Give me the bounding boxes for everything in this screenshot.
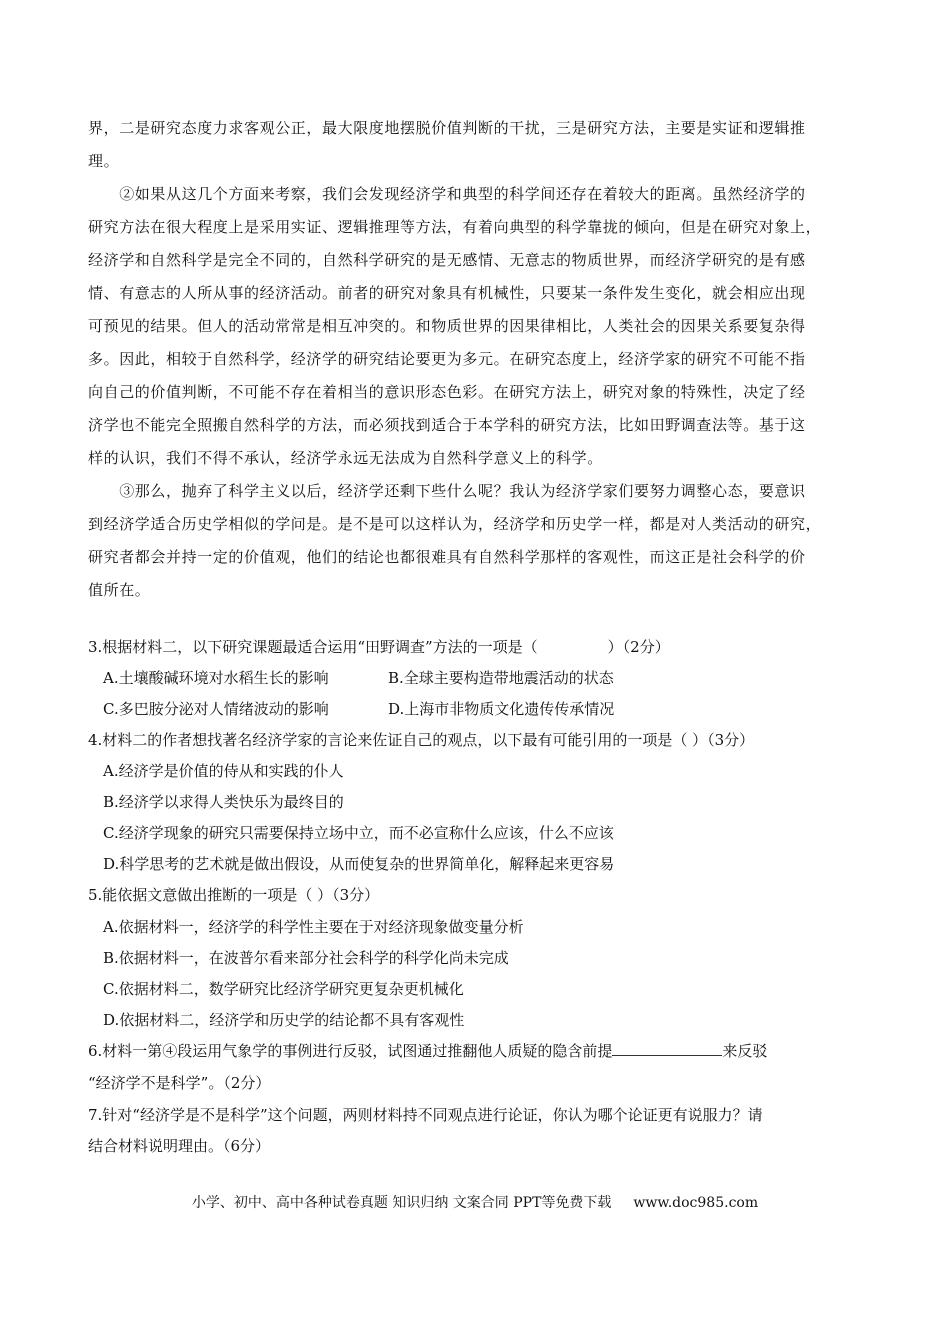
question-6-stem — [88, 1041, 767, 1061]
passage-line: 值所在。 — [88, 581, 151, 599]
question-3-option-b: B.全球主要构造带地震活动的状态 — [388, 669, 614, 687]
question-4-option-a: A.经济学是价值的侍从和实践的仆人 — [103, 762, 344, 780]
passage-line: 经济学和自然科学是完全不同的，自然科学研究的是无感情、无意志的物质世界，而经济学研究的是有感 — [88, 251, 806, 269]
question-3-option-c: C.多巴胺分泌对人情绪波动的影响 — [103, 700, 329, 718]
question-3-score: ）（2分） — [607, 638, 670, 656]
passage-line: 研究者都会并持一定的价值观，他们的结论也都很难具有自然科学那样的客观性，而这正是社会科学的价 — [88, 548, 806, 566]
passage-line: 可预见的结果。但人的活动常常是相互冲突的。和物质世界的因果律相比，人类社会的因果关系要复杂得 — [88, 317, 806, 335]
passage-line: 多。因此，相较于自然科学，经济学的研究结论要更为多元。在研究态度上，经济学家的研究不可能不指 — [88, 350, 806, 368]
question-3-option-d: D.上海市非物质文化遗传传承情况 — [388, 700, 615, 718]
question-7-stem: 7.针对“经济学是不是科学”这个问题，两则材料持不同观点进行论证，你认为哪个论证更有说服力？请 — [88, 1106, 763, 1124]
answer-blank[interactable] — [612, 1041, 722, 1056]
question-4-option-b: B.经济学以求得人类快乐为最终目的 — [103, 793, 344, 811]
question-5-option-c: C.依据材料二，数学研究比经济学研究更复杂更机械化 — [103, 980, 464, 998]
question-3-option-a: A.土壤酸碱环境对水稻生长的影响 — [103, 669, 329, 687]
question-5-option-d: D.依据材料二，经济学和历史学的结论都不具有客观性 — [103, 1011, 465, 1029]
passage-line: 界，二是研究态度力求客观公正，最大限度地摆脱价值判断的干扰，三是研究方法，主要是实证和逻辑推 — [88, 119, 806, 137]
question-3-stem-text: 3.根据材料二，以下研究课题最适合运用“田野调查”方法的一项是（ — [88, 638, 538, 656]
passage-line: 研究方法在很大程度上是采用实证、逻辑推理等方法，有着向典型的科学靠拢的倾向，但是在研究对象上， — [88, 218, 822, 236]
question-6-line-2: “经济学不是科学”。（2分） — [88, 1074, 271, 1092]
passage-line: 向自己的价值判断，不可能不存在着相当的意识形态色彩。在研究方法上，研究对象的特殊性，决定了经 — [88, 383, 806, 401]
footer-text: 小学、初中、高中各种试卷真题 知识归纳 文案合同 PPT等免费下载 — [191, 1195, 612, 1211]
question-5-option-b: B.依据材料一，在波普尔看来部分社会科学的科学化尚未完成 — [103, 949, 509, 967]
footer-url[interactable]: www.doc985.com — [633, 1195, 759, 1211]
question-4-option-c: C.经济学现象的研究只需要保持立场中立，而不必宣称什么应该，什么不应该 — [103, 824, 614, 842]
page-footer — [0, 1192, 950, 1212]
question-6-stem-text: 6.材料一第④段运用气象学的事例进行反驳，试图通过推翻他人质疑的隐含前提 — [88, 1042, 613, 1060]
question-7-line-2: 结合材料说明理由。（6分） — [88, 1137, 271, 1155]
passage-line: ③那么，抛弃了科学主义以后，经济学还剩下些什么呢？我认为经济学家们要努力调整心态，要意识 — [88, 482, 806, 500]
question-4-stem: 4.材料二的作者想找著名经济学家的言论来佐证自己的观点，以下最有可能引用的一项是（ ）（3分） — [88, 731, 755, 749]
question-6-stem-end: 来反驳 — [722, 1042, 768, 1060]
question-3-stem — [88, 637, 670, 657]
passage-line: 到经济学适合历史学相似的学问是。是不是可以这样认为，经济学和历史学一样，都是对人类活动的研究， — [88, 515, 822, 533]
passage-line: 济学也不能完全照搬自然科学的方法，而必须找到适合于本学科的研究方法，比如田野调查法等。基于这 — [88, 416, 806, 434]
question-5-option-a: A.依据材料一，经济学的科学性主要在于对经济现象做变量分析 — [103, 918, 524, 936]
passage-line: 情、有意志的人所从事的经济活动。前者的研究对象具有机械性，只要某一条件发生变化，就会相应出现 — [88, 284, 806, 302]
passage-line: 理。 — [88, 152, 120, 170]
passage-line: ②如果从这几个方面来考察，我们会发现经济学和典型的科学间还存在着较大的距离。虽然经济学的 — [88, 185, 806, 203]
passage-line: 样的认识，我们不得不承认，经济学永远无法成为自然科学意义上的科学。 — [88, 449, 603, 467]
question-4-option-d: D.科学思考的艺术就是做出假设，从而使复杂的世界简单化，解释起来更容易 — [103, 855, 615, 873]
question-5-stem: 5.能依据文意做出推断的一项是（ ）（3分） — [88, 886, 380, 904]
